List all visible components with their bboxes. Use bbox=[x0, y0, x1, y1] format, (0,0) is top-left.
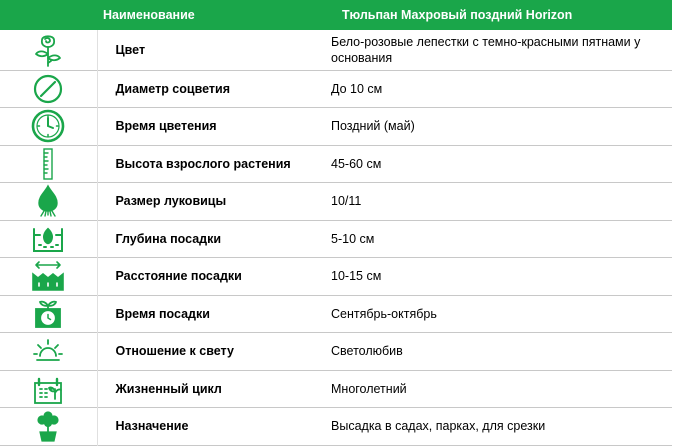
row-value: 10-15 см bbox=[331, 269, 382, 284]
row-value: 45-60 см bbox=[331, 156, 382, 171]
rose-icon bbox=[0, 32, 97, 68]
table-row bbox=[0, 220, 672, 258]
row-value: Сентябрь-октябрь bbox=[331, 306, 437, 321]
diameter-icon bbox=[0, 73, 97, 105]
row-name: Расстояние посадки bbox=[115, 269, 242, 284]
table-row bbox=[0, 370, 672, 408]
table-row bbox=[0, 183, 672, 221]
header-name: Наименование bbox=[103, 8, 195, 22]
row-value: Поздний (май) bbox=[331, 119, 415, 134]
row-value: Светолюбив bbox=[331, 344, 403, 359]
sun-icon bbox=[0, 336, 97, 366]
clock-icon bbox=[0, 109, 97, 143]
row-name: Жизненный цикл bbox=[115, 381, 222, 396]
row-value: 10/11 bbox=[331, 194, 362, 209]
table-row bbox=[0, 30, 672, 70]
row-name: Диаметр соцветия bbox=[115, 81, 230, 96]
row-name: Отношение к свету bbox=[115, 344, 234, 359]
planting-depth-icon bbox=[0, 223, 97, 255]
row-value: Бело-розовые лепестки с темно-красными пятнами у основания bbox=[331, 34, 641, 65]
table-row bbox=[0, 408, 672, 446]
row-name: Высота взрослого растения bbox=[115, 156, 291, 171]
header-icon-cell bbox=[0, 0, 97, 30]
table-row bbox=[0, 70, 672, 108]
row-name: Глубина посадки bbox=[115, 231, 222, 246]
planting-time-icon bbox=[0, 298, 97, 330]
row-value: До 10 см bbox=[331, 81, 383, 96]
flower-pot-icon bbox=[0, 409, 97, 443]
row-name: Цвет bbox=[115, 42, 146, 57]
row-name: Размер луковицы bbox=[115, 194, 227, 209]
table-row bbox=[0, 258, 672, 296]
table-row bbox=[0, 108, 672, 146]
row-name: Время цветения bbox=[115, 119, 217, 134]
calendar-plant-icon bbox=[0, 373, 97, 405]
row-name: Время посадки bbox=[115, 306, 210, 321]
table-row bbox=[0, 145, 672, 183]
row-name: Назначение bbox=[115, 419, 189, 434]
table-row bbox=[0, 295, 672, 333]
header-value: Тюльпан Махровый поздний Horizon bbox=[342, 8, 573, 22]
planting-distance-icon bbox=[0, 260, 97, 292]
ruler-icon bbox=[0, 147, 97, 181]
table-row bbox=[0, 333, 672, 371]
table-header bbox=[0, 0, 672, 30]
row-value: 5-10 см bbox=[331, 231, 375, 246]
bulb-icon bbox=[0, 184, 97, 218]
row-value: Многолетний bbox=[331, 381, 407, 396]
row-value: Высадка в садах, парках, для срезки bbox=[331, 419, 546, 434]
